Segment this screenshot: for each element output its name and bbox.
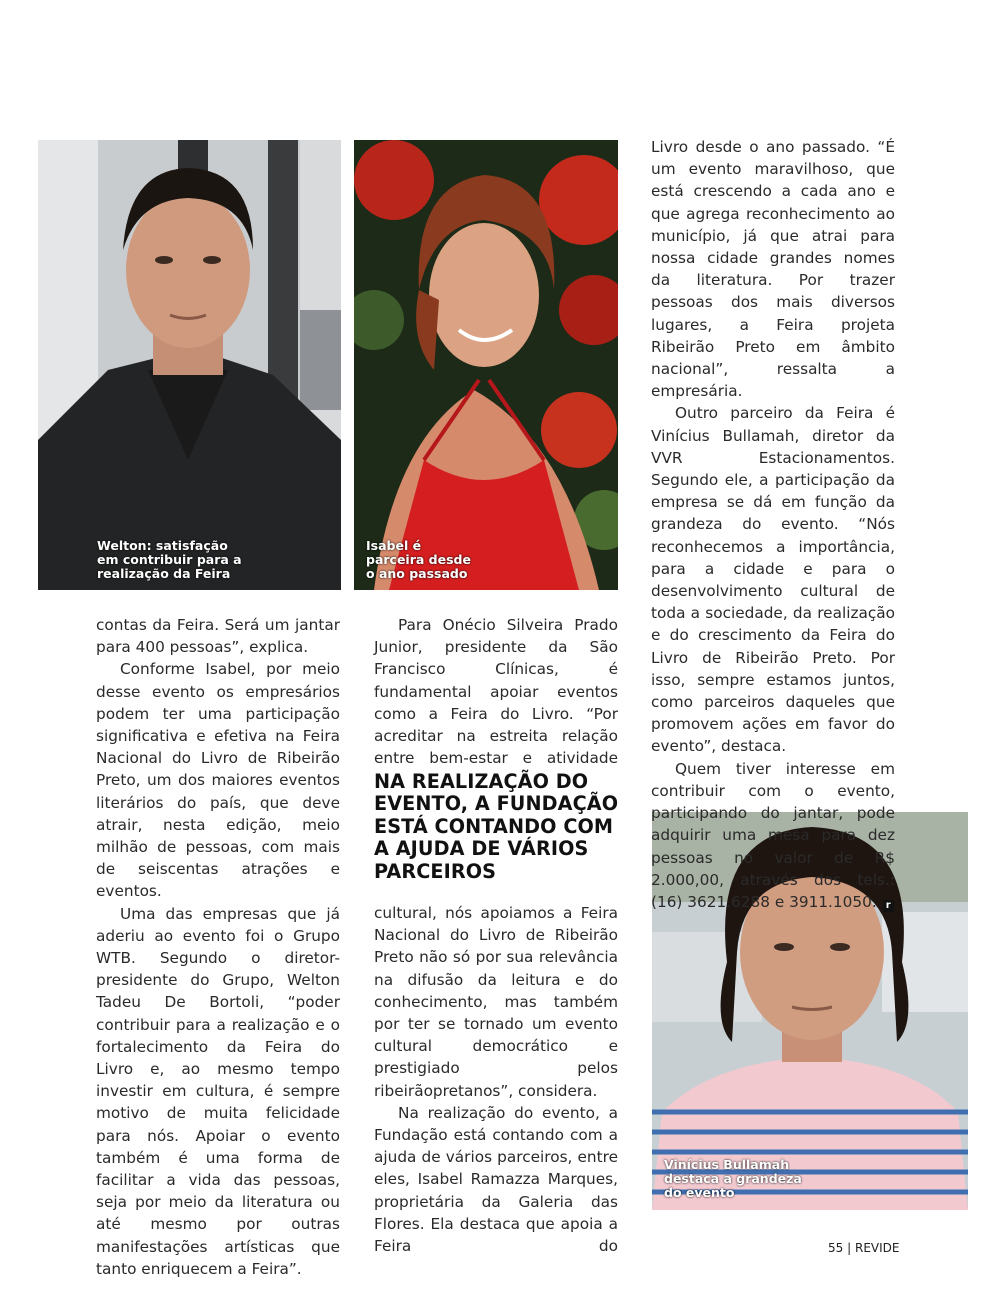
caption-vinicius: Vinícius Bullamah destaca a grandeza do evento — [664, 1157, 802, 1200]
col3-paragraph-2: Outro parceiro da Feira é Vinícius Bullamah, diretor da VVR Estacionamentos. Segundo ele, a participação da empresa se dá em função da grandeza do evento. “Nós reconhecemos a importância, para a cidade e para o desenvolvimento cultural de toda a sociedade, da realização e do crescimento da Feira do Livro de Ribeirão Preto. Por isso, sempre estamos juntos, como parceiros daqueles que promovem ações em favor do evento”, destaca. — [651, 404, 895, 756]
photo-isabel — [354, 140, 618, 590]
caption-isabel: Isabel é parceira desde o ano passado — [366, 538, 471, 581]
col3-paragraph-3 — [651, 758, 895, 913]
caption-welton: Welton: satisfação em contribuir para a realização da Feira — [97, 538, 242, 581]
column-2-top — [374, 614, 618, 769]
page-number: 55 — [828, 1241, 844, 1255]
col2-paragraph-2: cultural, nós apoiamos a Feira Nacional do Livro de Ribeirão Preto não só por sua relevância na difusão da leitura e do conhecimento, mas também por ter se tornado um evento cultural democrático e prestigiado pelos ribeirãopretanos”, considera. — [374, 904, 618, 1100]
column-3 — [651, 136, 895, 913]
end-mark-icon: r — [883, 900, 894, 912]
photo-welton — [38, 140, 341, 590]
column-2-bottom — [374, 902, 618, 1257]
photo-isabel-image — [354, 140, 618, 590]
col2-paragraph-3: Na realização do evento, a Fundação está contando com a ajuda de vários parceiros, entre eles, Isabel Ramazza Marques, proprietária da Galeria das Flores. Ela destaca que apoia a Feira do — [374, 1103, 618, 1256]
pull-quote-headline: NA REALIZAÇÃO DO EVENTO, A FUNDAÇÃO ESTÁ CONTANDO COM A AJUDA DE VÁRIOS PARCEIROS — [374, 770, 619, 883]
magazine-name: REVIDE — [854, 1241, 900, 1255]
col3-paragraph-3-text: Quem tiver interesse em contribuir com o evento, participando do jantar, pode adquirir uma mesa para dez pessoas no valor de R$ 2.000,00, através dos tels.: (16) 3621.6288 e 3911.1050. — [651, 759, 895, 911]
column-1 — [96, 614, 340, 1280]
col1-paragraph-2: Conforme Isabel, por meio desse evento os empresários podem ter uma participação significativa e efetiva na Feira Nacional do Livro de Ribeirão Preto, um dos maiores eventos literários do país, que deve atrair, nesta edição, meio milhão de pessoas, com mais de seiscentas atrações e eventos. — [96, 660, 340, 901]
col2-paragraph-1: Para Onécio Silveira Prado Junior, presidente da São Francisco Clínicas, é fundamental apoiar eventos como a Feira do Livro. “Por acreditar na estreita relação entre bem-estar e atividade — [374, 616, 618, 768]
page-footer — [828, 1241, 899, 1255]
footer-separator: | — [847, 1241, 852, 1255]
col3-paragraph-1: Livro desde o ano passado. “É um evento maravilhoso, que está crescendo a cada ano e que agrega reconhecimento ao município, já que atrai para nossa cidade grandes nomes da literatura. Por trazer pessoas dos mais diversos lugares, a Feira projeta Ribeirão Preto em âmbito nacional”, ressalta a empresária. — [651, 138, 895, 401]
col1-paragraph-3: Uma das empresas que já aderiu ao evento foi o Grupo WTB. Segundo o diretor-presidente do Grupo, Welton Tadeu De Bortoli, “poder contribuir para a realização e o fortalecimento da Feira do Livro e, ao mesmo tempo investir em cultura, é sempre motivo de muita felicidade para nós. Apoiar o evento também é uma forma de facilitar a vida das pessoas, seja por meio da literatura ou até mesmo por outras manifestações artísticas que tanto enriquecem a Feira”. — [96, 904, 340, 1278]
photo-welton-image — [38, 140, 341, 590]
col1-paragraph-1: contas da Feira. Será um jantar para 400 pessoas”, explica. — [96, 616, 340, 657]
